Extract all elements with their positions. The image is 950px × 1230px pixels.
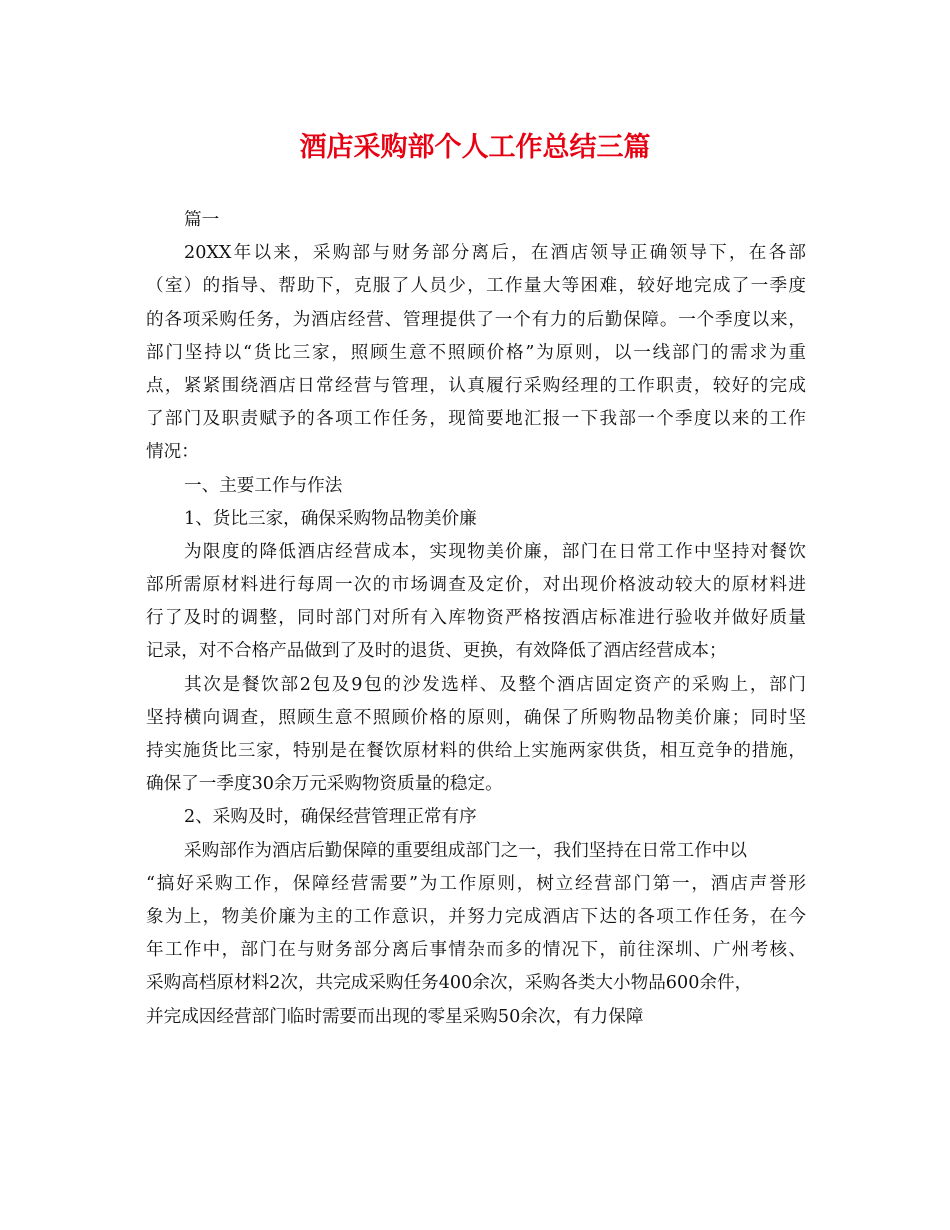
body-line: 年工作中，部门在与财务部分离后事情杂而多的情况下，前往深圳、广州考核、 (146, 940, 806, 961)
body-line: 1、货比三家，确保采购物品物美价廉 (184, 508, 477, 529)
body-line: 确保了一季度30余万元采购物资质量的稳定。 (146, 774, 503, 795)
body-line: 20XX年以来，采购部与财务部分离后，在酒店领导正确领导下，在各部 (184, 243, 806, 264)
body-line: 篇一 (184, 210, 220, 230)
body-line: 的各项采购任务，为酒店经营、管理提供了一个有力的后勤保障。一个季度以来， (146, 309, 806, 330)
body-line: 部门坚持以“货比三家，照顾生意不照顾价格”为原则，以一线部门的需求为重 (146, 342, 806, 363)
body-line: 部所需原材料进行每周一次的市场调查及定价，对出现价格波动较大的原材料进 (146, 575, 806, 596)
body-line: 采购高档原材料2次，共完成采购任务400余次，采购各类大小物品600余件， (146, 973, 753, 994)
body-line: 2、采购及时，确保经营管理正常有序 (184, 807, 477, 828)
body-line: 一、主要工作与作法 (184, 475, 343, 496)
body-line: （室）的指导、帮助下，克服了人员少，工作量大等困难，较好地完成了一季度 (146, 276, 806, 297)
body-line: 情况： (146, 442, 199, 463)
body-line: 点，紧紧围绕酒店日常经营与管理，认真履行采购经理的工作职责，较好的完成 (146, 375, 806, 396)
document-title: 酒店采购部个人工作总结三篇 (299, 132, 651, 163)
body-line: 了部门及职责赋予的各项工作任务，现简要地汇报一下我部一个季度以来的工作 (146, 409, 806, 430)
body-line: 采购部作为酒店后勤保障的重要组成部门之一，我们坚持在日常工作中以 (184, 840, 748, 861)
body-line: 持实施货比三家，特别是在餐饮原材料的供给上实施两家供货，相互竞争的措施， (146, 741, 806, 761)
body-line: 并完成因经营部门临时需要而出现的零星采购50余次，有力保障 (146, 1006, 644, 1027)
body-line: 其次是餐饮部2包及9包的沙发选样、及整个酒店固定资产的采购上，部门 (184, 674, 806, 695)
body-line: 记录，对不合格产品做到了及时的退货、更换，有效降低了酒店经营成本； (146, 641, 727, 662)
body-line: 行了及时的调整，同时部门对所有入库物资严格按酒店标准进行验收并做好质量 (146, 608, 806, 629)
document-body (146, 204, 806, 1034)
body-line: 为限度的降低酒店经营成本，实现物美价廉，部门在日常工作中坚持对餐饮 (184, 541, 806, 562)
body-line: 象为上，物美价廉为主的工作意识，并努力完成酒店下达的各项工作任务，在今 (146, 906, 806, 927)
body-line: 坚持横向调查，照顾生意不照顾价格的原则，确保了所购物品物美价廉；同时坚 (146, 707, 806, 728)
body-line: “搞好采购工作，保障经营需要”为工作原则，树立经营部门第一，酒店声誉形 (146, 873, 806, 894)
